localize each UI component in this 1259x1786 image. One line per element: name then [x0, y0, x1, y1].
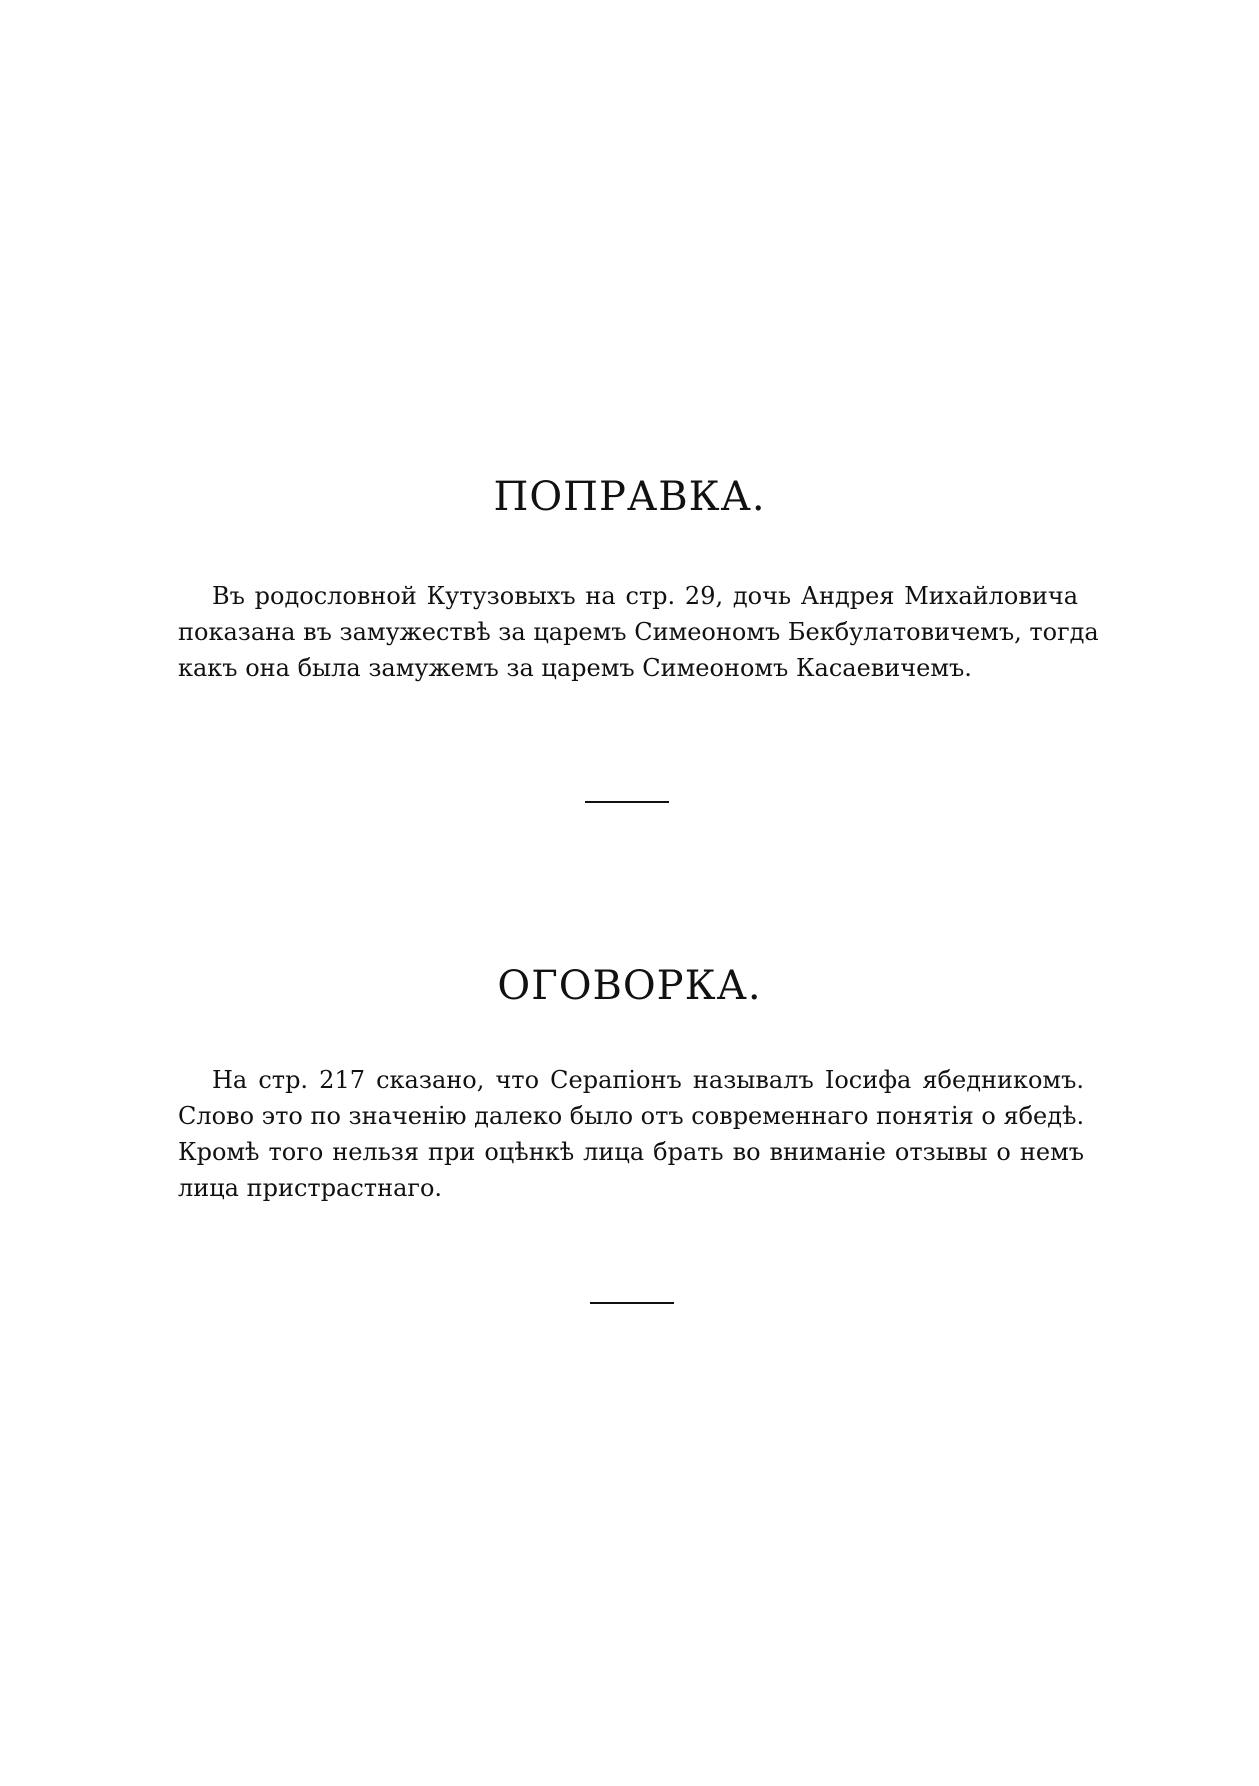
- correction-line: Въ родословной Кутузовыхъ на стр. 29, дочь Андрея Михайловича: [212, 582, 1078, 610]
- correction-title: ПОПРАВКА.: [493, 474, 766, 520]
- correction-line: показана въ замужествѣ за царемъ Симеономъ Бекбулатовичемъ, тогда: [178, 618, 1099, 646]
- end-divider: [590, 1302, 674, 1304]
- reservation-title: ОГОВОРКА.: [497, 963, 762, 1009]
- reservation-paragraph: [178, 1062, 1084, 1206]
- reservation-line: На стр. 217 сказано, что Серапіонъ называлъ Іосифа ябедникомъ.: [212, 1066, 1084, 1094]
- correction-paragraph: [178, 578, 1099, 686]
- reservation-line: Кромѣ того нельзя при оцѣнкѣ лица брать во вниманіе отзывы о немъ: [178, 1138, 1084, 1166]
- reservation-line: Слово это по значенію далеко было отъ современнаго понятія о ябедѣ.: [178, 1102, 1085, 1130]
- section-divider: [585, 801, 669, 803]
- reservation-line: лица пристрастнаго.: [178, 1174, 443, 1202]
- correction-line: какъ она была замужемъ за царемъ Симеономъ Касаевичемъ.: [178, 654, 972, 682]
